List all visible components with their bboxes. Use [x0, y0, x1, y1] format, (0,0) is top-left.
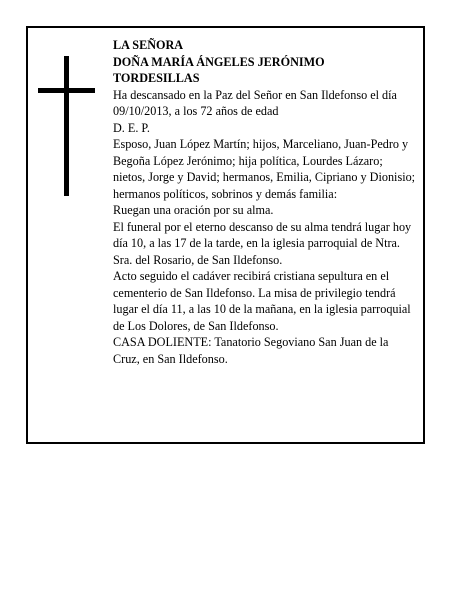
funeral-info: El funeral por el eterno descanso de su alma tendrá lugar hoy día 10, a las 17 de la tarde, en la iglesia parroquial de Ntra. Sra. del Rosario, de San Ildefonso. — [113, 219, 412, 267]
obituary-text — [113, 37, 417, 367]
heading: LA SEÑORA — [113, 38, 184, 52]
mourning-house: CASA DOLIENTE: Tanatorio Segoviano San Juan de la Cruz, en San Ildefonso. — [113, 335, 389, 366]
burial-info: Acto seguido el cadáver recibirá cristiana sepultura en el cementerio de San Ildefonso. La misa de privilegio tendrá lugar el día 11, a las 10 de la mañana, en la iglesia parroquial de Los Dolores, de San Ildefonso. — [113, 269, 411, 333]
deceased-name: DOÑA MARÍA ÁNGELES JERÓNIMO — [113, 54, 325, 69]
prayer-request: Ruegan una oración por su alma. — [113, 203, 274, 217]
deceased-surname: TORDESILLAS — [113, 71, 200, 85]
rip-line: D. E. P. — [113, 120, 150, 135]
death-info: Ha descansado en la Paz del Señor en San Ildefonso el día 09/10/2013, a los 72 años de edad — [113, 87, 397, 118]
family-list: Esposo, Juan López Martín; hijos, Marceliano, Juan-Pedro y Begoña López Jerónimo; hija política, Lourdes Lázaro; nietos, Jorge y David; hermanos, Emilia, Cipriano y Dionisio; hermanos políticos, sobrinos y demás familia: — [113, 137, 416, 201]
